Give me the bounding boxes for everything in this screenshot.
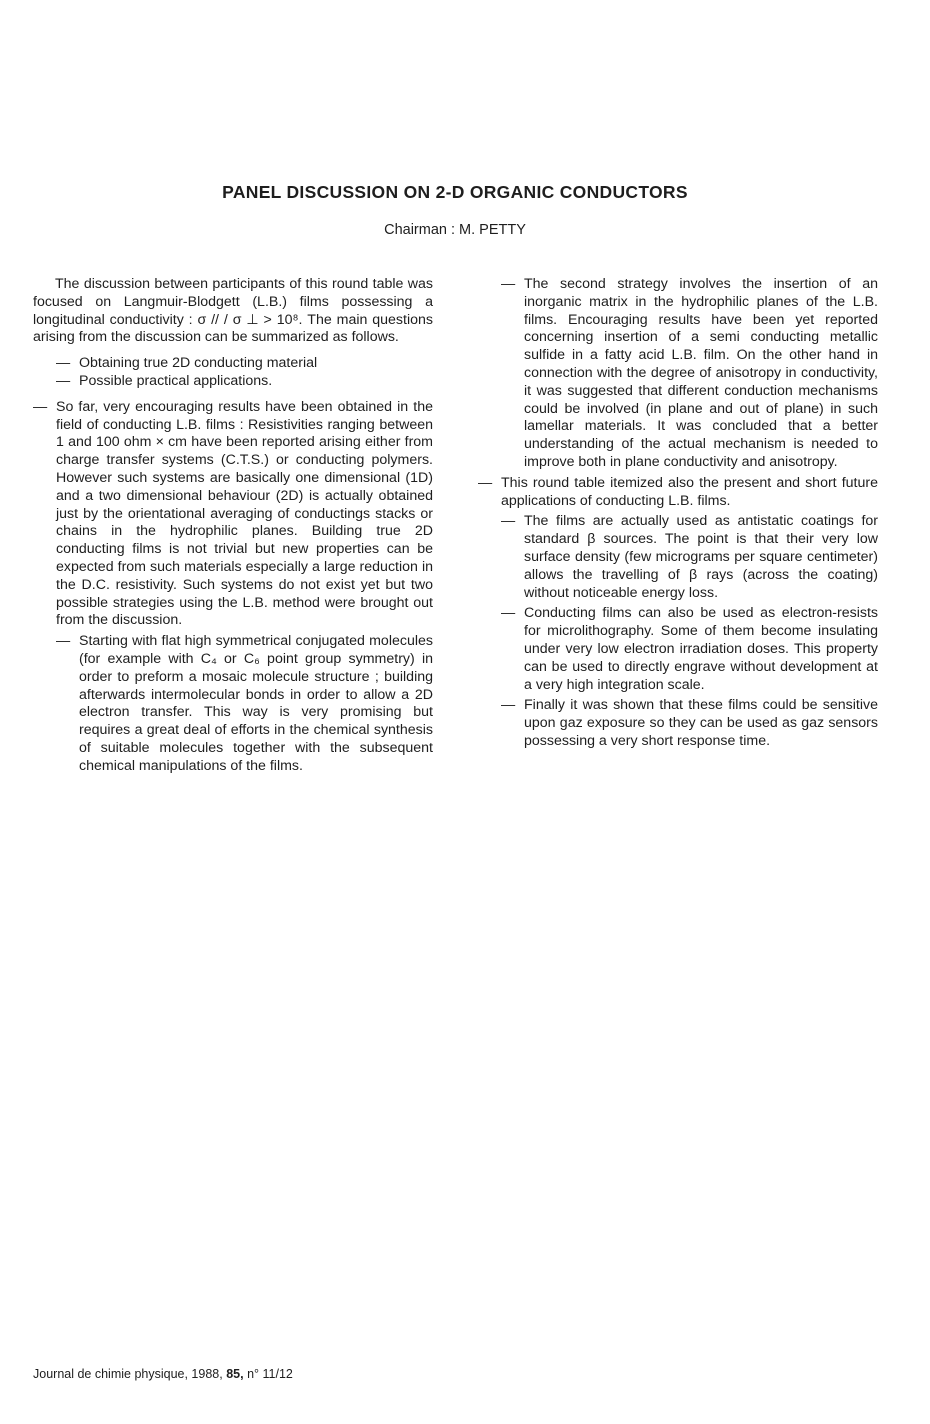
application-item bbox=[501, 605, 878, 694]
application-text: Conducting films can also be used as electron-resists for microlithography. Some of them become insulating under very low electron irradiation doses. This property can be used to directly engrave without development at a very high integration scale. bbox=[524, 605, 878, 693]
journal-volume: 85, bbox=[226, 1367, 244, 1381]
discussion-point bbox=[33, 399, 433, 630]
left-column bbox=[33, 276, 433, 776]
strategy-item bbox=[501, 276, 878, 472]
dash-bullet: — bbox=[501, 513, 516, 530]
application-item bbox=[501, 697, 878, 750]
strategy-text: The second strategy involves the insertion of an inorganic matrix in the hydrophilic planes of the L.B. films. Encouraging results have been yet reported concerning insertion of a semi conducting metallic sulfide in a fatty acid L.B. film. On the other hand in connection with the degree of anisotropy in conductivity, it was suggested that different conduction mechanisms could be involved (in plane and out of plane) in such lamellar materials. It was concluded that a better understanding of the actual mechanism is needed to improve both in plane conductivity and anisotropy. bbox=[524, 276, 878, 470]
question-item bbox=[56, 355, 433, 373]
journal-issue: n° 11/12 bbox=[247, 1367, 293, 1381]
point-text: So far, very encouraging results have been obtained in the field of conducting L.B. films : Resistivities ranging between 1 and 100 ohm × cm have been reported arising either from charge transfer systems (C.T.S.) or conducting polymers. However such systems are basically one dimensional (1D) and a two dimensional behaviour (2D) is actually obtained just by the orientational averaging of conductings stacks or chains in the hydrophilic planes. Building true 2D conducting films is not trivial but new properties can be expected from such materials especially a large reduction in the D.C. resistivity. Such systems do not exist yet but two possible strategies using the L.B. method were brought out from the discussion. bbox=[56, 398, 433, 629]
chairman-line: Chairman : M. PETTY bbox=[384, 222, 526, 238]
application-text: Finally it was shown that these films could be sensitive upon gaz exposure so they can be used as gaz sensors possessing a very short response time. bbox=[524, 697, 878, 749]
dash-bullet: — bbox=[501, 605, 516, 622]
dash-bullet: — bbox=[501, 697, 516, 714]
strategy-text: Starting with flat high symmetrical conjugated molecules (for example with C₄ or C₆ point group symmetry) in order to preform a mosaic molecule structure ; building afterwards intermolecular bonds in order to allow a 2D electron transfer. This way is very promising but requires a great deal of efforts in the chemical synthesis of suitable molecules together with the subsequent chemical manipulations of the films. bbox=[79, 633, 433, 774]
dash-bullet: — bbox=[33, 398, 48, 415]
discussion-point bbox=[478, 475, 878, 511]
dash-bullet: — bbox=[56, 372, 71, 389]
right-column bbox=[478, 276, 878, 751]
dash-bullet: — bbox=[501, 276, 516, 292]
page-title: PANEL DISCUSSION ON 2-D ORGANIC CONDUCTORS bbox=[222, 182, 688, 202]
dash-bullet: — bbox=[56, 355, 71, 372]
point-text: This round table itemized also the present and short future applications of conducting L.B. films. bbox=[501, 474, 878, 509]
question-text: Possible practical applications. bbox=[79, 372, 273, 389]
dash-bullet: — bbox=[478, 474, 493, 491]
journal-footer bbox=[33, 1367, 293, 1381]
question-text: Obtaining true 2D conducting material bbox=[79, 355, 318, 372]
question-item bbox=[56, 373, 433, 391]
intro-paragraph: The discussion between participants of this round table was focused on Langmuir-Blodgett (L.B.) films possessing a longitudinal conductivity : σ // / σ ⊥ > 10⁸. The main questions arising from the discussion can be summarized as follows. bbox=[33, 276, 433, 346]
application-item bbox=[501, 513, 878, 602]
strategy-item bbox=[56, 633, 433, 775]
journal-name: Journal de chimie physique, 1988, bbox=[33, 1367, 223, 1381]
dash-bullet: — bbox=[56, 633, 71, 650]
application-text: The films are actually used as antistatic coatings for standard β sources. The point is that their very low surface density (few micrograms per square centimeter) allows the travelling of β rays (across the coating) without noticeable energy loss. bbox=[524, 513, 878, 601]
